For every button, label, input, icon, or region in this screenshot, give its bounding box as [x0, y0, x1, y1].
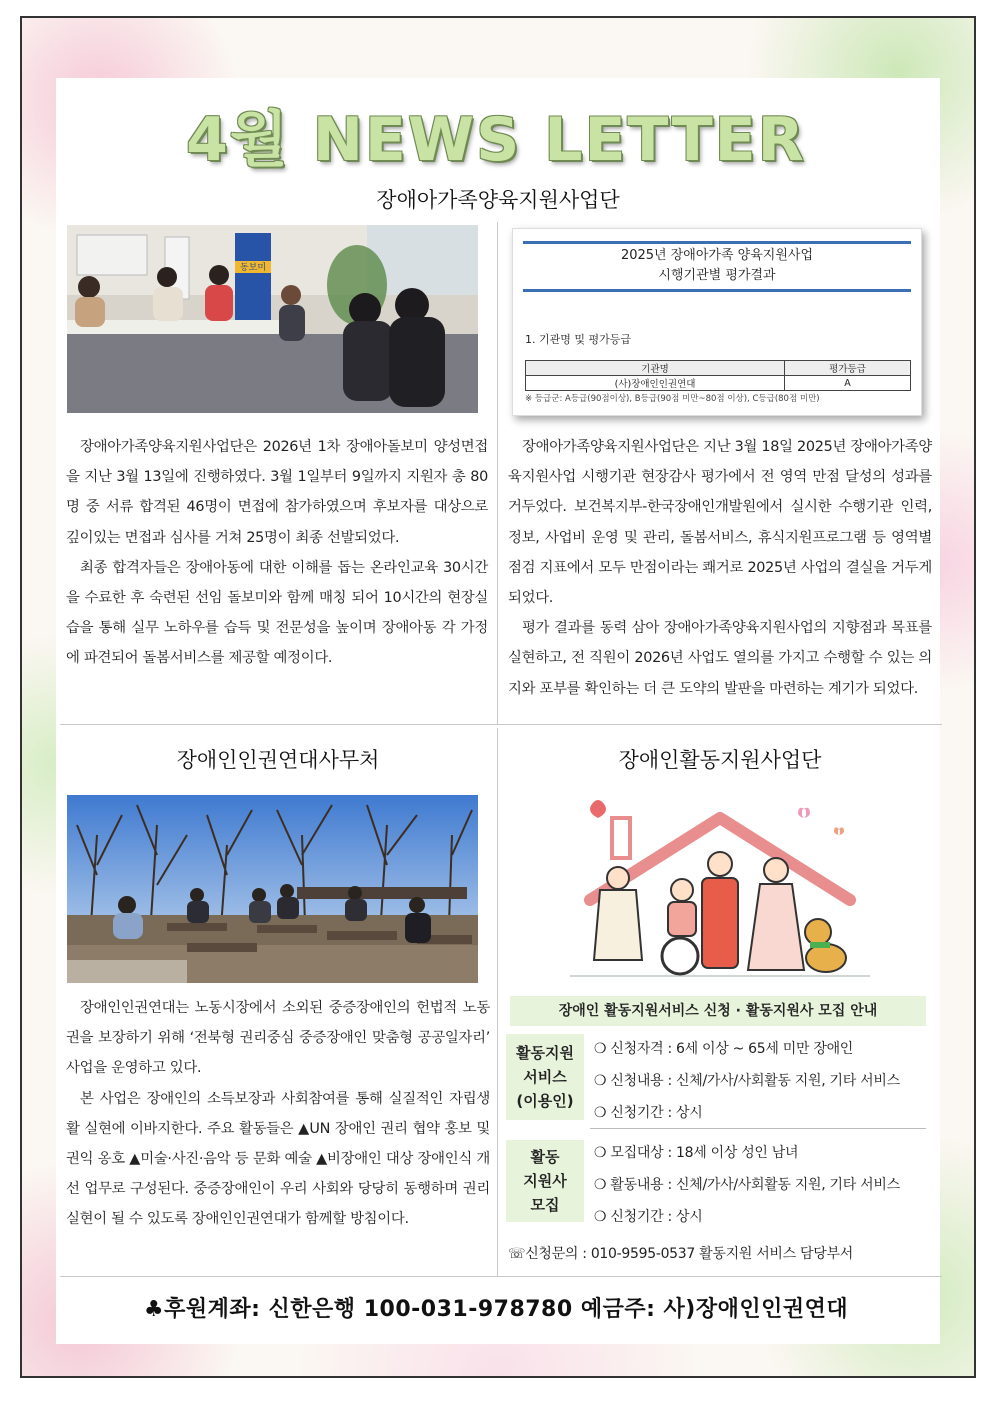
column-divider-top: [497, 222, 498, 724]
grade-table-grade: A: [785, 376, 911, 391]
service-item-content: ❍ 신청내용 : 신체/가사/사회활동 지원, 기타 서비스: [594, 1073, 900, 1089]
column-divider-bottom: [497, 728, 498, 1276]
recruit-label-line3: 모집: [530, 1196, 560, 1214]
document-heading-line2: 시행기관별 평가결과: [658, 268, 776, 283]
rights-paragraph-1: 장애인인권연대는 노동시장에서 소외된 중증장애인의 헌법적 노동권을 보장하기 위해 ‘전북형 권리중심 중증장애인 맞춤형 공공일자리’ 사업을 운영하고 있다.: [66, 1000, 490, 1077]
banner-sign-text: 동보미: [239, 263, 267, 273]
family-right-text: [508, 432, 932, 704]
recruit-label-line2: 지원사: [523, 1172, 567, 1190]
service-label-line3: (이용인): [516, 1092, 574, 1110]
recruit-item-target: ❍ 모집대상 : 18세 이상 성인 남녀: [594, 1145, 799, 1161]
park-photo-illustration: [67, 795, 478, 983]
interview-photo-illustration: [67, 225, 478, 413]
park-photo: [67, 795, 478, 983]
family-left-paragraph-1: 장애아가족양육지원사업단은 2026년 1차 장애아돌보미 양성면접을 지난 3월 13일에 진행하였다. 3월 1일부터 9일까지 지원자 총 80명 중 서류 합격된 46명이 면접에 참가하였으며 후보자를 대상으로 깊이있는 면접과 심사를 거쳐 25명이 최종 선발되었다.: [66, 439, 488, 546]
donation-account: ♣후원계좌: 신한은행 100-031-978780 예금주: 사)장애인인권연대: [143, 1297, 849, 1322]
recruit-item-period: ❍ 신청기간 : 상시: [594, 1209, 703, 1225]
document-top-bar: [523, 241, 911, 244]
section-title-activity: 장애인활동지원사업단: [618, 748, 822, 772]
service-label: [506, 1034, 584, 1120]
grade-table-header-org: 기관명: [526, 361, 785, 376]
section-title-family: 장애아가족양육지원사업단: [376, 188, 620, 212]
grade-table-org: (사)장애인인권연대: [526, 376, 785, 391]
document-heading-line1: 2025년 장애아가족 양육지원사업: [620, 248, 814, 263]
service-item-period: ❍ 신청기간 : 상시: [594, 1105, 703, 1121]
contact-info: ☏신청문의 : 010-9595-0537 활동지원 서비스 담당부서: [508, 1246, 853, 1262]
family-right-paragraph-1: 장애아가족양육지원사업단은 지난 3월 18일 2025년 장애아가족양육지원사업 시행기관 현장감사 평가에서 전 영역 만점 달성의 성과를 거두었다. 보건복지부-한국장애인개발원에서 실시한 수행기관 인력, 정보, 사업비 운영 및 관리, 돌봄서비스, 휴식지원프로그램 등 영역별 점검 지표에서 모두 만점이라는 쾌거로 2025년 사업의 결실을 거두게 되었다.: [508, 439, 932, 607]
family-left-paragraph-2: 최종 합격자들은 장애아동에 대한 이해를 돕는 온라인교육 30시간을 수료한 후 숙련된 선임 돌보미와 함께 매칭 되어 10시간의 현장실습을 통해 실무 노하우를 습득 및 전문성을 높이며 장애아동 각 가정에 파견되어 돌봄서비스를 제공할 예정이다.: [66, 559, 488, 667]
grade-table: [525, 360, 911, 391]
rights-text: [66, 993, 490, 1235]
service-separator: [590, 1128, 926, 1129]
recruit-label: [506, 1140, 584, 1222]
family-left-text: [66, 432, 488, 674]
activity-illustration: [570, 790, 870, 982]
family-right-paragraph-2: 평가 결과를 동력 삼아 장애아가족양육지원사업의 지향점과 목표를 실현하고, 전 직원이 2026년 사업도 열의를 가지고 수행할 수 있는 의지와 포부를 확인하는 더 큰 도약의 발판을 마련하는 계기가 되었다.: [508, 620, 932, 697]
footer-divider: [60, 1276, 942, 1277]
activity-banner: 장애인 활동지원서비스 신청 · 활동지원사 모집 안내: [510, 996, 926, 1026]
grade-table-header-grade: 평가등급: [785, 361, 911, 376]
newsletter-title: 4월 NEWS LETTER: [186, 105, 806, 175]
interview-photo: [67, 225, 478, 413]
row-divider: [60, 724, 942, 725]
evaluation-document: [512, 228, 922, 416]
grade-note: ※ 등급군: A등급(90점이상), B등급(90점 미만~80점 이상), C등급(80점 미만): [525, 394, 820, 404]
service-item-eligibility: ❍ 신청자격 : 6세 이상 ~ 65세 미만 장애인: [594, 1041, 854, 1057]
service-label-line2: 서비스: [523, 1068, 567, 1086]
recruit-item-content: ❍ 활동내용 : 신체/가사/사회활동 지원, 기타 서비스: [594, 1177, 900, 1193]
section-title-rights: 장애인인권연대사무처: [176, 748, 380, 772]
family-house-illustration: [570, 790, 870, 982]
document-bottom-bar: [523, 289, 911, 292]
recruit-label-line1: 활동: [530, 1148, 560, 1166]
rights-paragraph-2: 본 사업은 장애인의 소득보장과 사회참여를 통해 실질적인 자립생활 실현에 이바지한다. 주요 활동들은 ▲UN 장애인 권리 협약 홍보 및 권익 옹호 ▲미술·사진·음악 등 문화 예술 ▲비장애인 대상 장애인식 개선 업무로 구성된다. 중증장애인이 우리 사회와 당당히 동행하며 권리 실현이 될 수 있도록 장애인인권연대가 함께할 방침이다.: [66, 1090, 490, 1228]
document-subheading: 1. 기관명 및 평가등급: [525, 333, 631, 346]
service-label-line1: 활동지원: [516, 1044, 574, 1062]
